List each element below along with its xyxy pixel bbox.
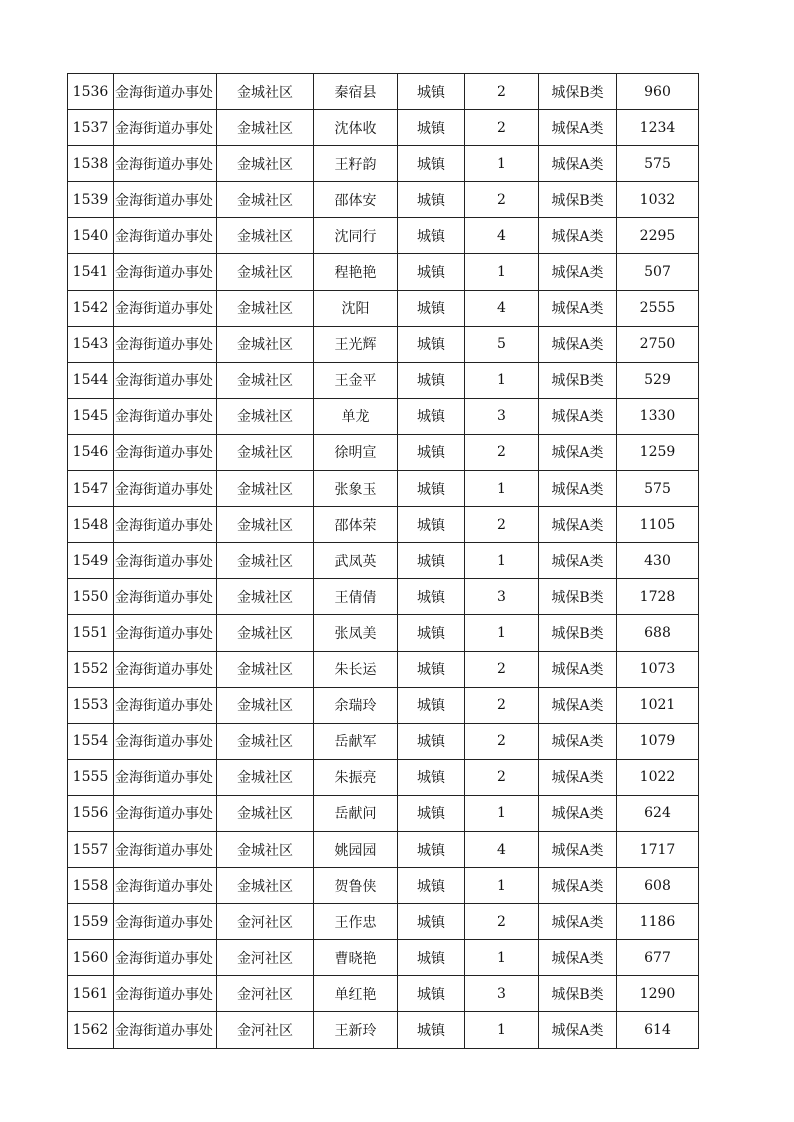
row-number-cell: 1558	[68, 868, 114, 904]
category-cell: 城保A类	[539, 723, 617, 759]
area-type-cell: 城镇	[398, 74, 465, 110]
household-size-cell: 1	[465, 362, 539, 398]
records-table	[67, 73, 699, 1049]
community-cell: 金城社区	[217, 759, 314, 795]
category-cell: 城保A类	[539, 507, 617, 543]
table-row	[68, 74, 699, 110]
household-size-cell: 3	[465, 579, 539, 615]
office-cell: 金海街道办事处	[114, 868, 217, 904]
household-size-cell: 1	[465, 795, 539, 831]
household-size-cell: 1	[465, 254, 539, 290]
area-type-cell: 城镇	[398, 110, 465, 146]
name-cell: 邵体荣	[314, 507, 398, 543]
row-number-cell: 1536	[68, 74, 114, 110]
row-number-cell: 1560	[68, 940, 114, 976]
row-number-cell: 1538	[68, 146, 114, 182]
row-number-cell: 1547	[68, 471, 114, 507]
row-number-cell: 1550	[68, 579, 114, 615]
category-cell: 城保A类	[539, 471, 617, 507]
office-cell: 金海街道办事处	[114, 471, 217, 507]
household-size-cell: 2	[465, 723, 539, 759]
amount-cell: 1073	[617, 651, 699, 687]
name-cell: 邵体安	[314, 182, 398, 218]
category-cell: 城保A类	[539, 687, 617, 723]
name-cell: 王金平	[314, 362, 398, 398]
row-number-cell: 1543	[68, 326, 114, 362]
row-number-cell: 1549	[68, 543, 114, 579]
area-type-cell: 城镇	[398, 146, 465, 182]
area-type-cell: 城镇	[398, 182, 465, 218]
amount-cell: 575	[617, 471, 699, 507]
area-type-cell: 城镇	[398, 976, 465, 1012]
name-cell: 秦宿县	[314, 74, 398, 110]
name-cell: 贺鲁侠	[314, 868, 398, 904]
area-type-cell: 城镇	[398, 831, 465, 867]
row-number-cell: 1557	[68, 831, 114, 867]
records-table-body	[68, 74, 699, 1049]
category-cell: 城保A类	[539, 434, 617, 470]
amount-cell: 1021	[617, 687, 699, 723]
household-size-cell: 2	[465, 651, 539, 687]
community-cell: 金城社区	[217, 290, 314, 326]
table-row	[68, 687, 699, 723]
row-number-cell: 1545	[68, 398, 114, 434]
household-size-cell: 5	[465, 326, 539, 362]
category-cell: 城保A类	[539, 904, 617, 940]
community-cell: 金城社区	[217, 254, 314, 290]
area-type-cell: 城镇	[398, 1012, 465, 1048]
row-number-cell: 1539	[68, 182, 114, 218]
table-row	[68, 651, 699, 687]
community-cell: 金城社区	[217, 507, 314, 543]
table-row	[68, 146, 699, 182]
household-size-cell: 1	[465, 146, 539, 182]
household-size-cell: 2	[465, 507, 539, 543]
amount-cell: 1022	[617, 759, 699, 795]
amount-cell: 1032	[617, 182, 699, 218]
row-number-cell: 1562	[68, 1012, 114, 1048]
amount-cell: 1186	[617, 904, 699, 940]
category-cell: 城保A类	[539, 940, 617, 976]
office-cell: 金海街道办事处	[114, 434, 217, 470]
table-row	[68, 507, 699, 543]
area-type-cell: 城镇	[398, 543, 465, 579]
community-cell: 金河社区	[217, 904, 314, 940]
household-size-cell: 1	[465, 940, 539, 976]
community-cell: 金城社区	[217, 218, 314, 254]
household-size-cell: 4	[465, 218, 539, 254]
row-number-cell: 1542	[68, 290, 114, 326]
amount-cell: 1234	[617, 110, 699, 146]
household-size-cell: 1	[465, 615, 539, 651]
office-cell: 金海街道办事处	[114, 110, 217, 146]
name-cell: 沈同行	[314, 218, 398, 254]
table-row	[68, 723, 699, 759]
office-cell: 金海街道办事处	[114, 759, 217, 795]
office-cell: 金海街道办事处	[114, 976, 217, 1012]
household-size-cell: 3	[465, 976, 539, 1012]
amount-cell: 614	[617, 1012, 699, 1048]
community-cell: 金城社区	[217, 182, 314, 218]
office-cell: 金海街道办事处	[114, 687, 217, 723]
category-cell: 城保A类	[539, 218, 617, 254]
area-type-cell: 城镇	[398, 759, 465, 795]
table-row	[68, 471, 699, 507]
household-size-cell: 1	[465, 1012, 539, 1048]
community-cell: 金河社区	[217, 940, 314, 976]
amount-cell: 608	[617, 868, 699, 904]
community-cell: 金城社区	[217, 471, 314, 507]
category-cell: 城保B类	[539, 579, 617, 615]
name-cell: 张象玉	[314, 471, 398, 507]
area-type-cell: 城镇	[398, 326, 465, 362]
name-cell: 岳献问	[314, 795, 398, 831]
amount-cell: 430	[617, 543, 699, 579]
area-type-cell: 城镇	[398, 579, 465, 615]
category-cell: 城保A类	[539, 110, 617, 146]
office-cell: 金海街道办事处	[114, 723, 217, 759]
area-type-cell: 城镇	[398, 218, 465, 254]
row-number-cell: 1552	[68, 651, 114, 687]
area-type-cell: 城镇	[398, 651, 465, 687]
amount-cell: 2555	[617, 290, 699, 326]
row-number-cell: 1537	[68, 110, 114, 146]
table-row	[68, 1012, 699, 1048]
household-size-cell: 2	[465, 904, 539, 940]
community-cell: 金城社区	[217, 651, 314, 687]
household-size-cell: 1	[465, 471, 539, 507]
amount-cell: 507	[617, 254, 699, 290]
category-cell: 城保A类	[539, 795, 617, 831]
household-size-cell: 2	[465, 74, 539, 110]
name-cell: 单龙	[314, 398, 398, 434]
table-row	[68, 795, 699, 831]
community-cell: 金城社区	[217, 398, 314, 434]
household-size-cell: 3	[465, 398, 539, 434]
community-cell: 金城社区	[217, 362, 314, 398]
area-type-cell: 城镇	[398, 507, 465, 543]
category-cell: 城保A类	[539, 326, 617, 362]
community-cell: 金城社区	[217, 434, 314, 470]
row-number-cell: 1554	[68, 723, 114, 759]
community-cell: 金城社区	[217, 795, 314, 831]
table-row	[68, 868, 699, 904]
office-cell: 金海街道办事处	[114, 795, 217, 831]
community-cell: 金城社区	[217, 579, 314, 615]
table-row	[68, 831, 699, 867]
category-cell: 城保B类	[539, 74, 617, 110]
category-cell: 城保A类	[539, 290, 617, 326]
category-cell: 城保A类	[539, 759, 617, 795]
office-cell: 金海街道办事处	[114, 579, 217, 615]
area-type-cell: 城镇	[398, 434, 465, 470]
area-type-cell: 城镇	[398, 398, 465, 434]
name-cell: 王光辉	[314, 326, 398, 362]
category-cell: 城保B类	[539, 362, 617, 398]
category-cell: 城保B类	[539, 976, 617, 1012]
name-cell: 王籽韵	[314, 146, 398, 182]
table-row	[68, 579, 699, 615]
row-number-cell: 1544	[68, 362, 114, 398]
community-cell: 金城社区	[217, 543, 314, 579]
community-cell: 金河社区	[217, 1012, 314, 1048]
area-type-cell: 城镇	[398, 254, 465, 290]
name-cell: 朱振亮	[314, 759, 398, 795]
name-cell: 徐明宣	[314, 434, 398, 470]
office-cell: 金海街道办事处	[114, 218, 217, 254]
table-row	[68, 290, 699, 326]
row-number-cell: 1540	[68, 218, 114, 254]
amount-cell: 1105	[617, 507, 699, 543]
amount-cell: 677	[617, 940, 699, 976]
household-size-cell: 1	[465, 543, 539, 579]
table-row	[68, 434, 699, 470]
office-cell: 金海街道办事处	[114, 74, 217, 110]
table-row	[68, 254, 699, 290]
area-type-cell: 城镇	[398, 290, 465, 326]
table-row	[68, 110, 699, 146]
community-cell: 金城社区	[217, 723, 314, 759]
office-cell: 金海街道办事处	[114, 146, 217, 182]
category-cell: 城保B类	[539, 615, 617, 651]
table-row	[68, 615, 699, 651]
name-cell: 沈阳	[314, 290, 398, 326]
table-row	[68, 218, 699, 254]
household-size-cell: 2	[465, 759, 539, 795]
name-cell: 姚园园	[314, 831, 398, 867]
amount-cell: 624	[617, 795, 699, 831]
amount-cell: 1290	[617, 976, 699, 1012]
name-cell: 单红艳	[314, 976, 398, 1012]
amount-cell: 575	[617, 146, 699, 182]
row-number-cell: 1559	[68, 904, 114, 940]
amount-cell: 1079	[617, 723, 699, 759]
name-cell: 王新玲	[314, 1012, 398, 1048]
community-cell: 金城社区	[217, 868, 314, 904]
area-type-cell: 城镇	[398, 471, 465, 507]
area-type-cell: 城镇	[398, 904, 465, 940]
office-cell: 金海街道办事处	[114, 904, 217, 940]
row-number-cell: 1548	[68, 507, 114, 543]
category-cell: 城保B类	[539, 182, 617, 218]
office-cell: 金海街道办事处	[114, 398, 217, 434]
amount-cell: 960	[617, 74, 699, 110]
name-cell: 岳献军	[314, 723, 398, 759]
amount-cell: 1717	[617, 831, 699, 867]
category-cell: 城保A类	[539, 831, 617, 867]
row-number-cell: 1541	[68, 254, 114, 290]
amount-cell: 2295	[617, 218, 699, 254]
household-size-cell: 2	[465, 687, 539, 723]
household-size-cell: 2	[465, 182, 539, 218]
name-cell: 曹晓艳	[314, 940, 398, 976]
table-row	[68, 543, 699, 579]
household-size-cell: 4	[465, 831, 539, 867]
office-cell: 金海街道办事处	[114, 290, 217, 326]
amount-cell: 688	[617, 615, 699, 651]
office-cell: 金海街道办事处	[114, 507, 217, 543]
amount-cell: 2750	[617, 326, 699, 362]
name-cell: 王倩倩	[314, 579, 398, 615]
office-cell: 金海街道办事处	[114, 1012, 217, 1048]
name-cell: 张凤美	[314, 615, 398, 651]
office-cell: 金海街道办事处	[114, 326, 217, 362]
household-size-cell: 2	[465, 110, 539, 146]
name-cell: 王作忠	[314, 904, 398, 940]
area-type-cell: 城镇	[398, 868, 465, 904]
office-cell: 金海街道办事处	[114, 543, 217, 579]
community-cell: 金城社区	[217, 74, 314, 110]
amount-cell: 529	[617, 362, 699, 398]
category-cell: 城保A类	[539, 543, 617, 579]
office-cell: 金海街道办事处	[114, 254, 217, 290]
household-size-cell: 2	[465, 434, 539, 470]
office-cell: 金海街道办事处	[114, 362, 217, 398]
row-number-cell: 1546	[68, 434, 114, 470]
name-cell: 余瑞玲	[314, 687, 398, 723]
office-cell: 金海街道办事处	[114, 615, 217, 651]
area-type-cell: 城镇	[398, 687, 465, 723]
table-row	[68, 362, 699, 398]
area-type-cell: 城镇	[398, 362, 465, 398]
category-cell: 城保A类	[539, 868, 617, 904]
category-cell: 城保A类	[539, 254, 617, 290]
community-cell: 金河社区	[217, 976, 314, 1012]
area-type-cell: 城镇	[398, 723, 465, 759]
name-cell: 朱长运	[314, 651, 398, 687]
area-type-cell: 城镇	[398, 795, 465, 831]
community-cell: 金城社区	[217, 687, 314, 723]
name-cell: 武凤英	[314, 543, 398, 579]
office-cell: 金海街道办事处	[114, 940, 217, 976]
office-cell: 金海街道办事处	[114, 182, 217, 218]
community-cell: 金城社区	[217, 831, 314, 867]
office-cell: 金海街道办事处	[114, 831, 217, 867]
area-type-cell: 城镇	[398, 615, 465, 651]
row-number-cell: 1553	[68, 687, 114, 723]
amount-cell: 1728	[617, 579, 699, 615]
table-row	[68, 398, 699, 434]
table-row	[68, 759, 699, 795]
name-cell: 沈体收	[314, 110, 398, 146]
category-cell: 城保A类	[539, 398, 617, 434]
row-number-cell: 1556	[68, 795, 114, 831]
table-row	[68, 326, 699, 362]
table-row	[68, 182, 699, 218]
office-cell: 金海街道办事处	[114, 651, 217, 687]
table-row	[68, 976, 699, 1012]
category-cell: 城保A类	[539, 651, 617, 687]
row-number-cell: 1555	[68, 759, 114, 795]
community-cell: 金城社区	[217, 326, 314, 362]
table-row	[68, 940, 699, 976]
household-size-cell: 4	[465, 290, 539, 326]
category-cell: 城保A类	[539, 1012, 617, 1048]
name-cell: 程艳艳	[314, 254, 398, 290]
amount-cell: 1259	[617, 434, 699, 470]
amount-cell: 1330	[617, 398, 699, 434]
household-size-cell: 1	[465, 868, 539, 904]
row-number-cell: 1551	[68, 615, 114, 651]
category-cell: 城保A类	[539, 146, 617, 182]
area-type-cell: 城镇	[398, 940, 465, 976]
row-number-cell: 1561	[68, 976, 114, 1012]
table-row	[68, 904, 699, 940]
community-cell: 金城社区	[217, 146, 314, 182]
community-cell: 金城社区	[217, 110, 314, 146]
community-cell: 金城社区	[217, 615, 314, 651]
